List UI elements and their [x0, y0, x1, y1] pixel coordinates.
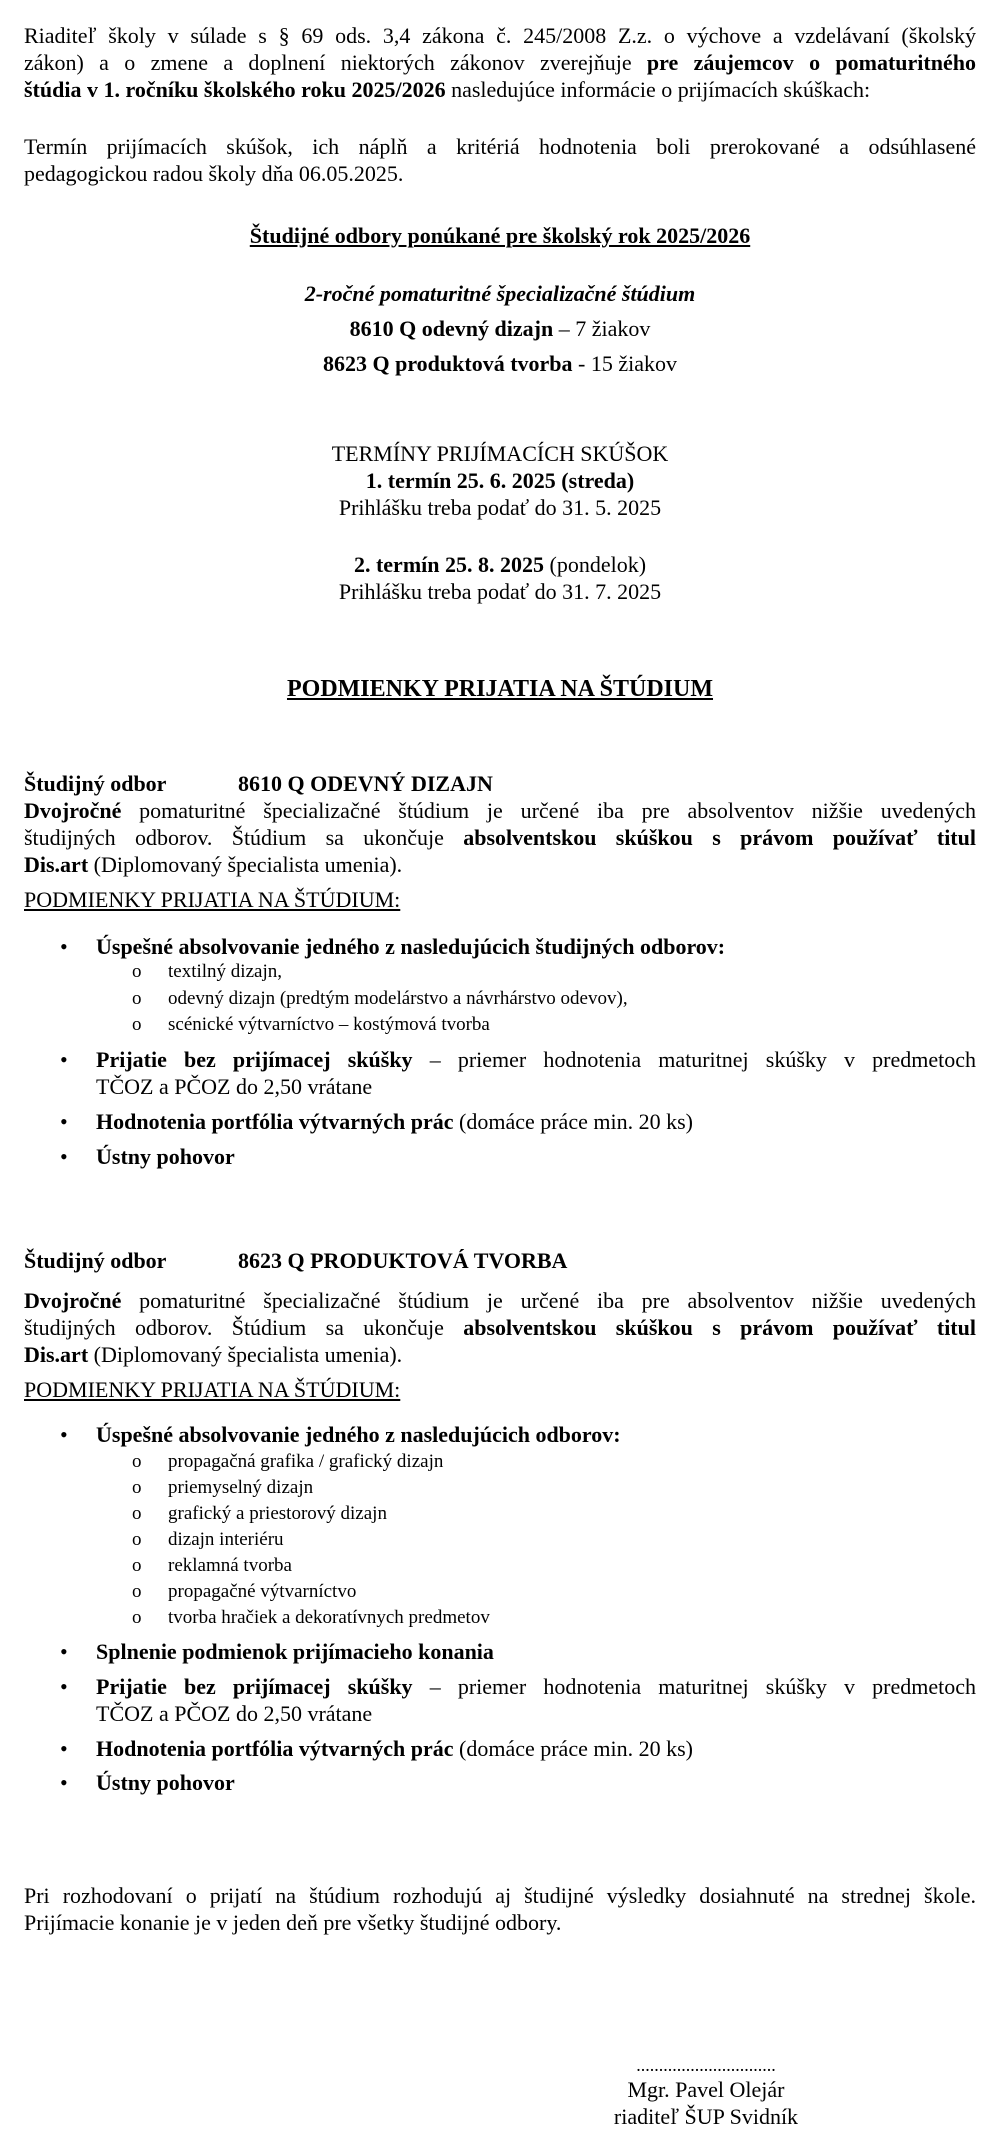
subitem-text: tvorba hračiek a dekoratívnych predmetov [168, 1607, 490, 1628]
closing-line-1: Pri rozhodovaní o prijatí na štúdium rozhodujú aj študijné výsledky dosiahnuté na strednej škole. [24, 1883, 976, 1908]
field-1-desc-2 [24, 824, 976, 851]
bullet-icon: • [60, 1674, 68, 1699]
bullet-icon: • [60, 934, 68, 959]
terms-heading: TERMÍNY PRIJÍMACÍCH SKÚŠOK [331, 441, 669, 466]
portfolio-bold: Hodnotenia portfólia výtvarných prác [96, 1736, 454, 1761]
circle-bullet-icon: o [132, 1607, 142, 1628]
program-2-name: 8623 Q produktová tvorba [322, 351, 573, 376]
circle-bullet-icon: o [132, 1451, 142, 1472]
field-1-admission-2: TČOZ a PČOZ do 2,50 vrátane [96, 1074, 373, 1099]
admission-text: – priemer hodnotenia maturitnej skúšky v predmetoch [412, 1047, 977, 1072]
field-2-portfolio [96, 1735, 976, 1762]
circle-bullet-icon: o [132, 1014, 142, 1035]
circle-bullet-icon: o [132, 1503, 142, 1524]
intro-line-1: Riaditeľ školy v súlade s § 69 ods. 3,4 zákona č. 245/2008 Z.z. o výchove a vzdelávaní (školský [24, 23, 976, 48]
intro-line-2 [24, 49, 976, 76]
circle-bullet-icon: o [132, 1555, 142, 1576]
field-2-desc-2 [24, 1314, 976, 1341]
field-2-interview: Ústny pohovor [96, 1770, 235, 1795]
field-1-subitem [132, 960, 282, 984]
intro-line-3-bold: štúdia v 1. ročníku školského roku 2025/2026 [24, 77, 446, 102]
field-1-desc-3 [24, 851, 976, 878]
subitem-text: propagačná grafika / grafický dizajn [168, 1451, 444, 1472]
field-1-desc2-bold: absolventskou skúškou s právom používať titul [463, 825, 976, 850]
field-2-subitem [132, 1502, 387, 1526]
intro-line-3-text: nasledujúce informácie o prijímacích skúškach: [445, 77, 871, 102]
field-2-title-abbr: Dis.art [24, 1342, 89, 1367]
offer-program-2 [24, 350, 976, 377]
bullet-icon: • [60, 1047, 68, 1072]
term-1-date: 1. termín 25. 6. 2025 (streda) [365, 468, 635, 493]
circle-bullet-icon: o [132, 961, 142, 982]
intro-line-2-text: zákon) a o zmene a doplnení niektorých zákonov zverejňuje [24, 50, 647, 75]
subitem-text: priemyselný dizajn [168, 1477, 314, 1498]
field-2-name: 8623 Q PRODUKTOVÁ TVORBA [238, 1248, 568, 1273]
bullet-icon: • [60, 1422, 68, 1447]
field-2-conditions-heading: PODMIENKY PRIJATIA NA ŠTÚDIUM: [24, 1377, 401, 1402]
field-1-name: 8610 Q ODEVNÝ DIZAJN [238, 771, 493, 796]
intro-line-3 [24, 76, 976, 103]
field-1-portfolio [96, 1108, 976, 1135]
field-1-desc-rest: pomaturitné špecializačné štúdium je určené iba pre absolventov nižšie uvedených [121, 798, 976, 823]
field-2-desc2-text: študijných odborov. Štúdium sa ukončuje [24, 1315, 464, 1340]
field-2-admission-2: TČOZ a PČOZ do 2,50 vrátane [96, 1701, 373, 1726]
subitem-text: odevný dizajn (predtým modelárstvo a návrhárstvo odevov), [168, 988, 628, 1009]
field-1-heading [24, 770, 493, 797]
bullet-icon: • [60, 1736, 68, 1761]
field-2-title-text: (Diplomovaný špecialista umenia). [88, 1342, 403, 1367]
term-2-day: (pondelok) [544, 552, 647, 577]
bullet-icon: • [60, 1109, 68, 1134]
field-2-subitem [132, 1528, 284, 1552]
portfolio-text: (domáce práce min. 20 ks) [453, 1736, 693, 1761]
field-1-interview: Ústny pohovor [96, 1144, 235, 1169]
circle-bullet-icon: o [132, 1477, 142, 1498]
admission-bold: Prijatie bez prijímacej skúšky [96, 1674, 413, 1699]
field-2-desc-1 [24, 1287, 976, 1314]
subitem-text: propagačné výtvarníctvo [168, 1581, 357, 1602]
signature-title: riaditeľ ŠUP Svidník [613, 2104, 799, 2129]
subitem-text: grafický a priestorový dizajn [168, 1503, 387, 1524]
field-2-extra-condition: Splnenie podmienok prijímacieho konania [96, 1639, 494, 1664]
field-1-title-abbr: Dis.art [24, 852, 89, 877]
circle-bullet-icon: o [132, 1529, 142, 1550]
subitem-text: scénické výtvarníctvo – kostýmová tvorba [168, 1014, 490, 1035]
term-2-date-bold: 2. termín 25. 8. 2025 [353, 552, 544, 577]
field-1-desc-bold: Dvojročné [24, 798, 122, 823]
offer-heading: Študijné odbory ponúkané pre školský rok 2025/2026 [249, 223, 751, 248]
intro-line-4: Termín prijímacích skúšok, ich náplň a kritériá hodnotenia boli prerokované a odsúhlasené [24, 134, 976, 159]
field-1-requirement: Úspešné absolvovanie jedného z nasledujúcich študijných odborov: [96, 934, 726, 959]
field-2-desc-bold: Dvojročné [24, 1288, 122, 1313]
conditions-heading: PODMIENKY PRIJATIA NA ŠTÚDIUM [286, 676, 714, 702]
program-1-name: 8610 Q odevný dizajn [349, 316, 554, 341]
field-2-label: Študijný odbor [24, 1248, 167, 1273]
field-2-desc-rest: pomaturitné špecializačné štúdium je určené iba pre absolventov nižšie uvedených [121, 1288, 976, 1313]
field-2-subitem [132, 1554, 292, 1578]
field-1-desc-1 [24, 797, 976, 824]
subitem-text: dizajn interiéru [168, 1529, 284, 1550]
program-1-count: – 7 žiakov [553, 316, 651, 341]
intro-line-5: pedagogickou radou školy dňa 06.05.2025. [24, 161, 404, 186]
field-1-admission [96, 1046, 976, 1073]
field-2-desc2-bold: absolventskou skúškou s právom používať titul [463, 1315, 976, 1340]
bullet-icon: • [60, 1144, 68, 1169]
intro-line-2-bold: pre záujemcov o pomaturitného [646, 50, 976, 75]
signature-name: Mgr. Pavel Olejár [627, 2077, 785, 2102]
field-1-conditions-heading: PODMIENKY PRIJATIA NA ŠTÚDIUM: [24, 887, 401, 912]
signature-line: ............................... [636, 2055, 776, 2075]
portfolio-bold: Hodnotenia portfólia výtvarných prác [96, 1109, 454, 1134]
term-2-date [24, 551, 976, 578]
portfolio-text: (domáce práce min. 20 ks) [453, 1109, 693, 1134]
field-2-admission [96, 1673, 976, 1700]
bullet-icon: • [60, 1770, 68, 1795]
program-2-count: - 15 žiakov [572, 351, 678, 376]
term-2-deadline: Prihlášku treba podať do 31. 7. 2025 [338, 579, 662, 604]
subitem-text: textilný dizajn, [168, 961, 282, 982]
field-2-subitem [132, 1476, 313, 1500]
field-1-subitem [132, 1013, 490, 1037]
field-1-label: Študijný odbor [24, 771, 167, 796]
field-1-subitem [132, 987, 628, 1011]
field-2-subitem [132, 1580, 356, 1604]
offer-program-1 [24, 315, 976, 342]
term-1-deadline: Prihlášku treba podať do 31. 5. 2025 [338, 495, 662, 520]
closing-line-2: Prijímacie konanie je v jeden deň pre všetky študijné odbory. [24, 1910, 562, 1935]
admission-text: – priemer hodnotenia maturitnej skúšky v predmetoch [412, 1674, 977, 1699]
field-2-requirement: Úspešné absolvovanie jedného z nasledujúcich odborov: [96, 1422, 621, 1447]
bullet-icon: • [60, 1639, 68, 1664]
field-1-desc2-text: študijných odborov. Štúdium sa ukončuje [24, 825, 464, 850]
field-2-desc-3 [24, 1341, 976, 1368]
field-2-heading [24, 1247, 567, 1274]
circle-bullet-icon: o [132, 988, 142, 1009]
subitem-text: reklamná tvorba [168, 1555, 292, 1576]
field-1-title-text: (Diplomovaný špecialista umenia). [88, 852, 403, 877]
offer-study-type: 2-ročné pomaturitné špecializačné štúdium [304, 281, 696, 306]
field-2-subitem [132, 1450, 443, 1474]
field-2-subitem [132, 1606, 490, 1630]
circle-bullet-icon: o [132, 1581, 142, 1602]
admission-bold: Prijatie bez prijímacej skúšky [96, 1047, 413, 1072]
